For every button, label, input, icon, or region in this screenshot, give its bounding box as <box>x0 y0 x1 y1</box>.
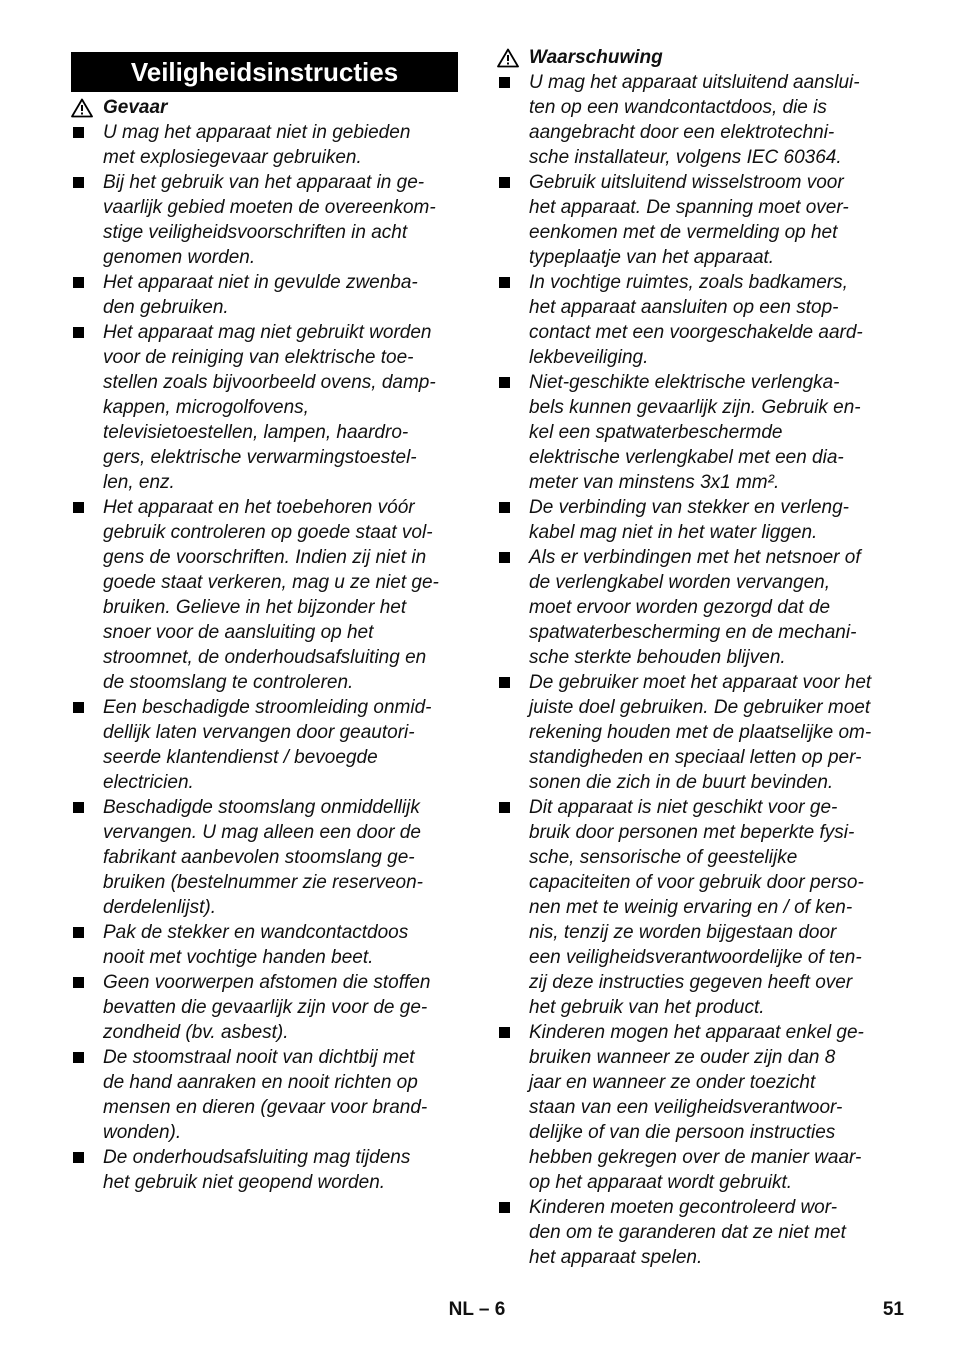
list-item <box>497 270 897 370</box>
item-line: De gebruiker moet het apparaat voor het <box>529 672 872 693</box>
square-bullet-icon <box>73 502 84 513</box>
item-line: den gebruiken. <box>103 297 229 318</box>
square-bullet-icon <box>73 977 84 988</box>
item-line: een veiligheidsverantwoordelijke of ten- <box>529 947 862 968</box>
item-line: voor de reiniging van elektrische toe- <box>103 347 414 368</box>
item-line: De verbinding van stekker en verleng- <box>529 497 850 518</box>
item-line: bruiken wanneer ze ouder zijn dan 8 <box>529 1047 836 1068</box>
item-line: stige veiligheidsvoorschriften in acht <box>103 222 408 243</box>
item-line: de verlengkabel worden vervangen, <box>529 572 831 593</box>
item-line: rekening houden met de plaatselijke om- <box>529 722 872 743</box>
square-bullet-icon <box>499 552 510 563</box>
item-line: bruiken (bestelnummer zie reserveon- <box>103 872 423 893</box>
list-item <box>497 795 897 1020</box>
list-item <box>71 695 463 795</box>
item-line: U mag het apparaat uitsluitend aanslui- <box>529 72 860 93</box>
list-item <box>497 370 897 495</box>
item-line: In vochtige ruimtes, zoals badkamers, <box>529 272 848 293</box>
warning-triangle-icon <box>497 48 519 68</box>
item-line: sche sterkte behouden blijven. <box>529 647 786 668</box>
item-line: genomen worden. <box>103 247 256 268</box>
footer-page-number: 51 <box>882 1299 904 1320</box>
item-line: Kinderen moeten gecontroleerd wor- <box>529 1197 838 1218</box>
warning-section <box>497 45 897 1270</box>
square-bullet-icon <box>499 1027 510 1038</box>
item-line: De onderhoudsafsluiting mag tijdens <box>103 1147 411 1168</box>
item-line: capaciteiten of voor gebruik door perso- <box>529 872 864 893</box>
item-line: dellijk laten vervangen door geautori- <box>103 722 415 743</box>
item-line: Pak de stekker en wandcontactdoos <box>103 922 409 943</box>
square-bullet-icon <box>499 677 510 688</box>
warning-triangle-icon <box>71 98 93 118</box>
item-line: stellen zoals bijvoorbeeld ovens, damp- <box>103 372 436 393</box>
item-line: electricien. <box>103 772 194 793</box>
square-bullet-icon <box>73 127 84 138</box>
square-bullet-icon <box>73 702 84 713</box>
item-line: het apparaat aansluiten op een stop- <box>529 297 839 318</box>
item-line: Bij het gebruik van het apparaat in ge- <box>103 172 425 193</box>
square-bullet-icon <box>73 177 84 188</box>
item-line: zondheid (bv. asbest). <box>103 1022 289 1043</box>
item-line: Een beschadigde stroomleiding onmid- <box>103 697 432 718</box>
item-line: bels kunnen gevaarlijk zijn. Gebruik en- <box>529 397 861 418</box>
item-line: de stoomslang te controleren. <box>103 672 354 693</box>
list-item <box>71 170 463 270</box>
item-line: jaar en wanneer ze onder toezicht <box>529 1072 816 1093</box>
item-line: Als er verbindingen met het netsnoer of <box>529 547 861 568</box>
square-bullet-icon <box>73 1052 84 1063</box>
item-line: sonen die zich in de buurt bevinden. <box>529 772 834 793</box>
item-line: kel een spatwaterbeschermde <box>529 422 783 443</box>
list-item <box>497 1195 897 1270</box>
item-line: aangebracht door een elektrotechni- <box>529 122 835 143</box>
item-line: Kinderen mogen het apparaat enkel ge- <box>529 1022 864 1043</box>
list-item <box>497 545 897 670</box>
item-line: eenkomen met de vermelding op het <box>529 222 838 243</box>
item-line: vaarlijk gebied moeten de overeenkom- <box>103 197 436 218</box>
item-line: meter van minstens 3x1 mm². <box>529 472 780 493</box>
item-line: Beschadigde stoomslang onmiddellijk <box>103 797 420 818</box>
item-line: lekbeveiliging. <box>529 347 649 368</box>
warning-heading: Waarschuwing <box>529 47 663 68</box>
list-item <box>497 70 897 170</box>
item-line: den om te garanderen dat ze niet met <box>529 1222 846 1243</box>
list-item <box>497 670 897 795</box>
item-line: juiste doel gebruiken. De gebruiker moet <box>529 697 871 718</box>
item-line: nen met te weinig ervaring en / of ken- <box>529 897 853 918</box>
item-line: gens de voorschriften. Indien zij niet in <box>103 547 427 568</box>
item-line: ten op een wandcontactdoos, die is <box>529 97 827 118</box>
warning-heading-row <box>497 45 897 70</box>
item-line: contact met een voorgeschakelde aard- <box>529 322 863 343</box>
list-item <box>497 1020 897 1195</box>
item-line: bevatten die gevaarlijk zijn voor de ge- <box>103 997 428 1018</box>
item-line: nooit met vochtige handen beet. <box>103 947 374 968</box>
item-line: spatwaterbescherming en de mechani- <box>529 622 857 643</box>
item-line: len, enz. <box>103 472 175 493</box>
square-bullet-icon <box>499 377 510 388</box>
item-line: seerde klantendienst / bevoegde <box>103 747 378 768</box>
item-line: televisietoestellen, lampen, haardro- <box>103 422 409 443</box>
item-line: de hand aanraken en nooit richten op <box>103 1072 418 1093</box>
item-line: delijke of van die persoon instructies <box>529 1122 836 1143</box>
item-line: goede staat verkeren, mag u ze niet ge- <box>103 572 439 593</box>
square-bullet-icon <box>499 77 510 88</box>
item-line: sche installateur, volgens IEC 60364. <box>529 147 842 168</box>
item-line: gers, elektrische verwarmingstoestel- <box>103 447 417 468</box>
danger-heading-row <box>71 95 463 120</box>
item-line: fabrikant aanbevolen stoomslang ge- <box>103 847 415 868</box>
warning-list <box>497 70 897 1270</box>
list-item <box>71 1145 463 1195</box>
square-bullet-icon <box>499 802 510 813</box>
item-line: het gebruik niet geopend worden. <box>103 1172 386 1193</box>
footer-section-page: NL – 6 <box>448 1299 506 1320</box>
item-line: het gebruik van het product. <box>529 997 765 1018</box>
square-bullet-icon <box>73 277 84 288</box>
item-line: typeplaatje van het apparaat. <box>529 247 775 268</box>
item-line: op het apparaat wordt gebruikt. <box>529 1172 793 1193</box>
item-line: sche, sensorische of geestelijke <box>529 847 798 868</box>
item-line: De stoomstraal nooit van dichtbij met <box>103 1047 415 1068</box>
item-line: elektrische verlengkabel met een dia- <box>529 447 844 468</box>
danger-list <box>71 120 463 1195</box>
page-title: Veiligheidsinstructies <box>71 52 458 92</box>
item-line: Gebruik uitsluitend wisselstroom voor <box>529 172 844 193</box>
square-bullet-icon <box>499 1202 510 1213</box>
list-item <box>71 920 463 970</box>
item-line: Het apparaat mag niet gebruikt worden <box>103 322 432 343</box>
item-line: snoer voor de aansluiting op het <box>103 622 374 643</box>
list-item <box>497 495 897 545</box>
square-bullet-icon <box>73 927 84 938</box>
item-line: derdelenlijst). <box>103 897 216 918</box>
item-line: met explosiegevaar gebruiken. <box>103 147 362 168</box>
item-line: bruiken. Gelieve in het bijzonder het <box>103 597 407 618</box>
square-bullet-icon <box>73 327 84 338</box>
square-bullet-icon <box>499 177 510 188</box>
item-line: mensen en dieren (gevaar voor brand- <box>103 1097 428 1118</box>
item-line: nis, tenzij ze worden bijgestaan door <box>529 922 837 943</box>
item-line: vervangen. U mag alleen een door de <box>103 822 421 843</box>
item-line: kappen, microgolfovens, <box>103 397 309 418</box>
list-item <box>497 170 897 270</box>
square-bullet-icon <box>73 1152 84 1163</box>
item-line: het apparaat. De spanning moet over- <box>529 197 849 218</box>
list-item <box>71 970 463 1045</box>
item-line: Niet-geschikte elektrische verlengka- <box>529 372 840 393</box>
danger-heading: Gevaar <box>103 97 168 118</box>
item-line: kabel mag niet in het water liggen. <box>529 522 818 543</box>
item-line: hebben gekregen over de manier waar- <box>529 1147 862 1168</box>
item-line: het apparaat spelen. <box>529 1247 703 1268</box>
item-line: Geen voorwerpen afstomen die stoffen <box>103 972 431 993</box>
item-line: bruik door personen met beperkte fysi- <box>529 822 855 843</box>
list-item <box>71 795 463 920</box>
item-line: zij deze instructies gegeven heeft over <box>529 972 853 993</box>
item-line: staan van een veiligheidsverantwoor- <box>529 1097 843 1118</box>
item-line: U mag het apparaat niet in gebieden <box>103 122 411 143</box>
list-item <box>71 1045 463 1145</box>
item-line: Het apparaat en het toebehoren vóór <box>103 497 415 518</box>
list-item <box>71 270 463 320</box>
item-line: moet ervoor worden gezorgd dat de <box>529 597 831 618</box>
list-item <box>71 495 463 695</box>
item-line: gebruik controleren op goede staat vol- <box>103 522 433 543</box>
square-bullet-icon <box>499 277 510 288</box>
item-line: Dit apparaat is niet geschikt voor ge- <box>529 797 838 818</box>
danger-section <box>71 95 463 1195</box>
square-bullet-icon <box>73 802 84 813</box>
item-line: wonden). <box>103 1122 182 1143</box>
item-line: standigheden en speciaal letten op per- <box>529 747 862 768</box>
square-bullet-icon <box>499 502 510 513</box>
item-line: Het apparaat niet in gevulde zwenba- <box>103 272 418 293</box>
item-line: stroomnet, de onderhoudsafsluiting en <box>103 647 427 668</box>
list-item <box>71 120 463 170</box>
list-item <box>71 320 463 495</box>
